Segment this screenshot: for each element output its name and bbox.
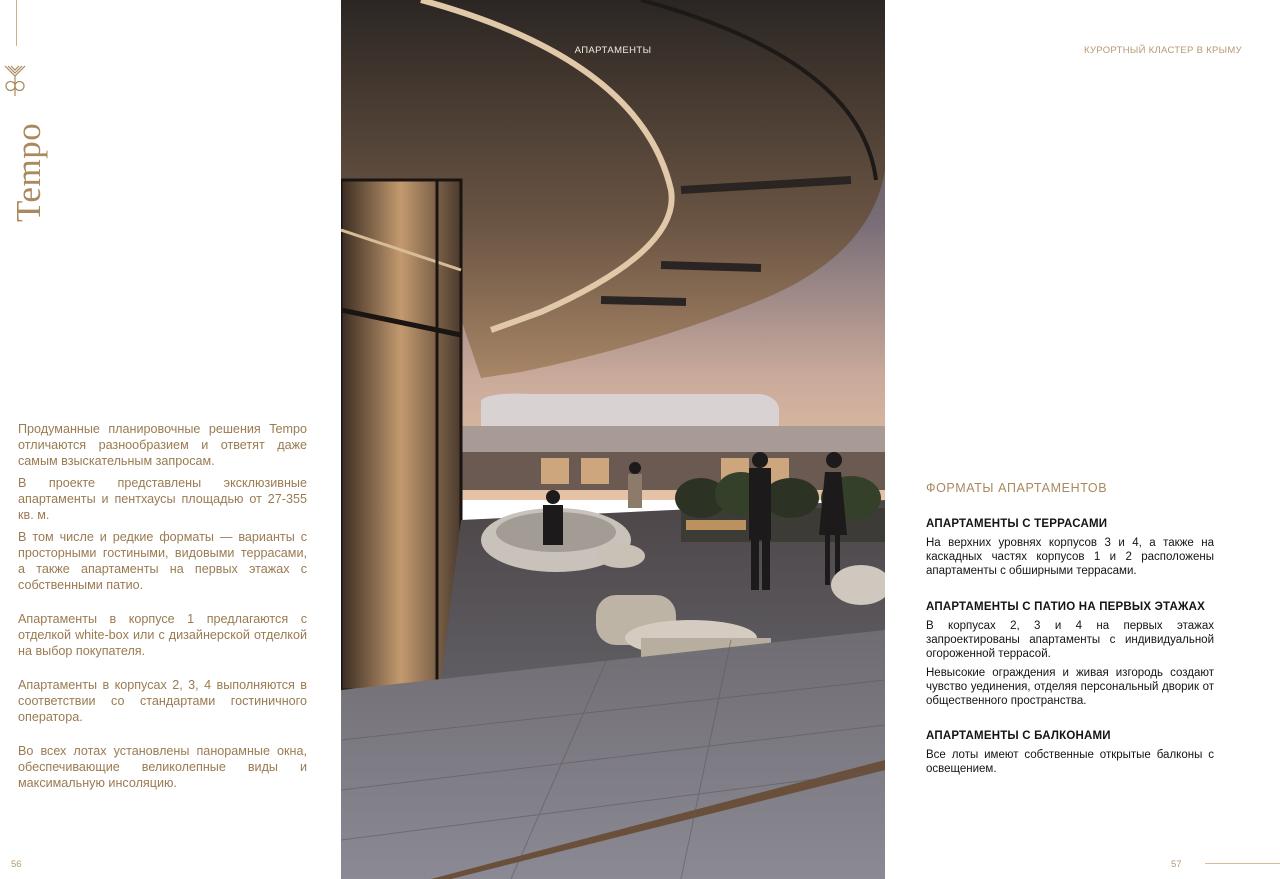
page-number-right: 57: [1171, 859, 1182, 870]
format-description: На верхних уровнях корпусов 3 и 4, а также на каскадных частях корпусов 1 и 2 расположены апартаменты с обширными террасами.: [926, 537, 1214, 577]
top-divider: [16, 0, 17, 46]
section-label: АПАРТАМЕНТЫ: [574, 45, 652, 56]
format-description: В корпусах 2, 3 и 4 на первых этажах запроектированы апартаменты с индивидуальной огороженной террасой.: [926, 620, 1214, 660]
format-section-terraces: [926, 518, 1214, 578]
tempo-logo-icon: [2, 62, 28, 98]
terrace-render-image: [341, 0, 885, 879]
format-title: АПАРТАМЕНТЫ С БАЛКОНАМИ: [926, 730, 1111, 742]
formats-heading: ФОРМАТЫ АПАРТАМЕНТОВ: [926, 481, 1108, 495]
format-title: АПАРТАМЕНТЫ С ПАТИО НА ПЕРВЫХ ЭТАЖАХ: [926, 601, 1206, 613]
intro-text: [18, 421, 307, 791]
intro-paragraph: В том числе и редкие форматы — варианты с просторными гостиными, видовыми террасами, а также апартаменты на первых этажах с собственными патио.: [18, 530, 307, 592]
format-description: Невысокие ограждения и живая изгородь создают чувство уединения, отделяя персональный дворик от общественного пространства.: [926, 667, 1214, 707]
right-page: [885, 0, 1280, 879]
intro-paragraph: Продуманные планировочные решения Tempo отличаются разнообразием и ответят даже самым взыскательным запросам.: [18, 422, 307, 468]
intro-paragraph: Во всех лотах установлены панорамные окна, обеспечивающие великолепные виды и максимальную инсоляцию.: [18, 744, 307, 790]
intro-paragraph: Апартаменты в корпусах 2, 3, 4 выполняются в соответствии со стандартами гостиничного оператора.: [18, 678, 307, 724]
intro-paragraph: Апартаменты в корпусе 1 предлагаются с отделкой white-box или с дизайнерской отделкой на выбор покупателя.: [18, 612, 307, 658]
terrace-illustration: [341, 0, 885, 879]
bottom-divider: [1205, 863, 1280, 864]
running-header: КУРОРТНЫЙ КЛАСТЕР В КРЫМУ: [1084, 45, 1242, 56]
left-page: [0, 0, 341, 879]
brand-wordmark: Tempo: [9, 122, 48, 222]
format-section-balconies: [926, 730, 1214, 776]
intro-paragraph: В проекте представлены эксклюзивные апартаменты и пентхаусы площадью от 27-355 кв. м.: [18, 476, 307, 522]
format-section-patio: [926, 601, 1214, 708]
format-title: АПАРТАМЕНТЫ С ТЕРРАСАМИ: [926, 518, 1108, 530]
format-description: Все лоты имеют собственные открытые балконы с освещением.: [926, 749, 1214, 775]
page-number-left: 56: [11, 859, 22, 870]
